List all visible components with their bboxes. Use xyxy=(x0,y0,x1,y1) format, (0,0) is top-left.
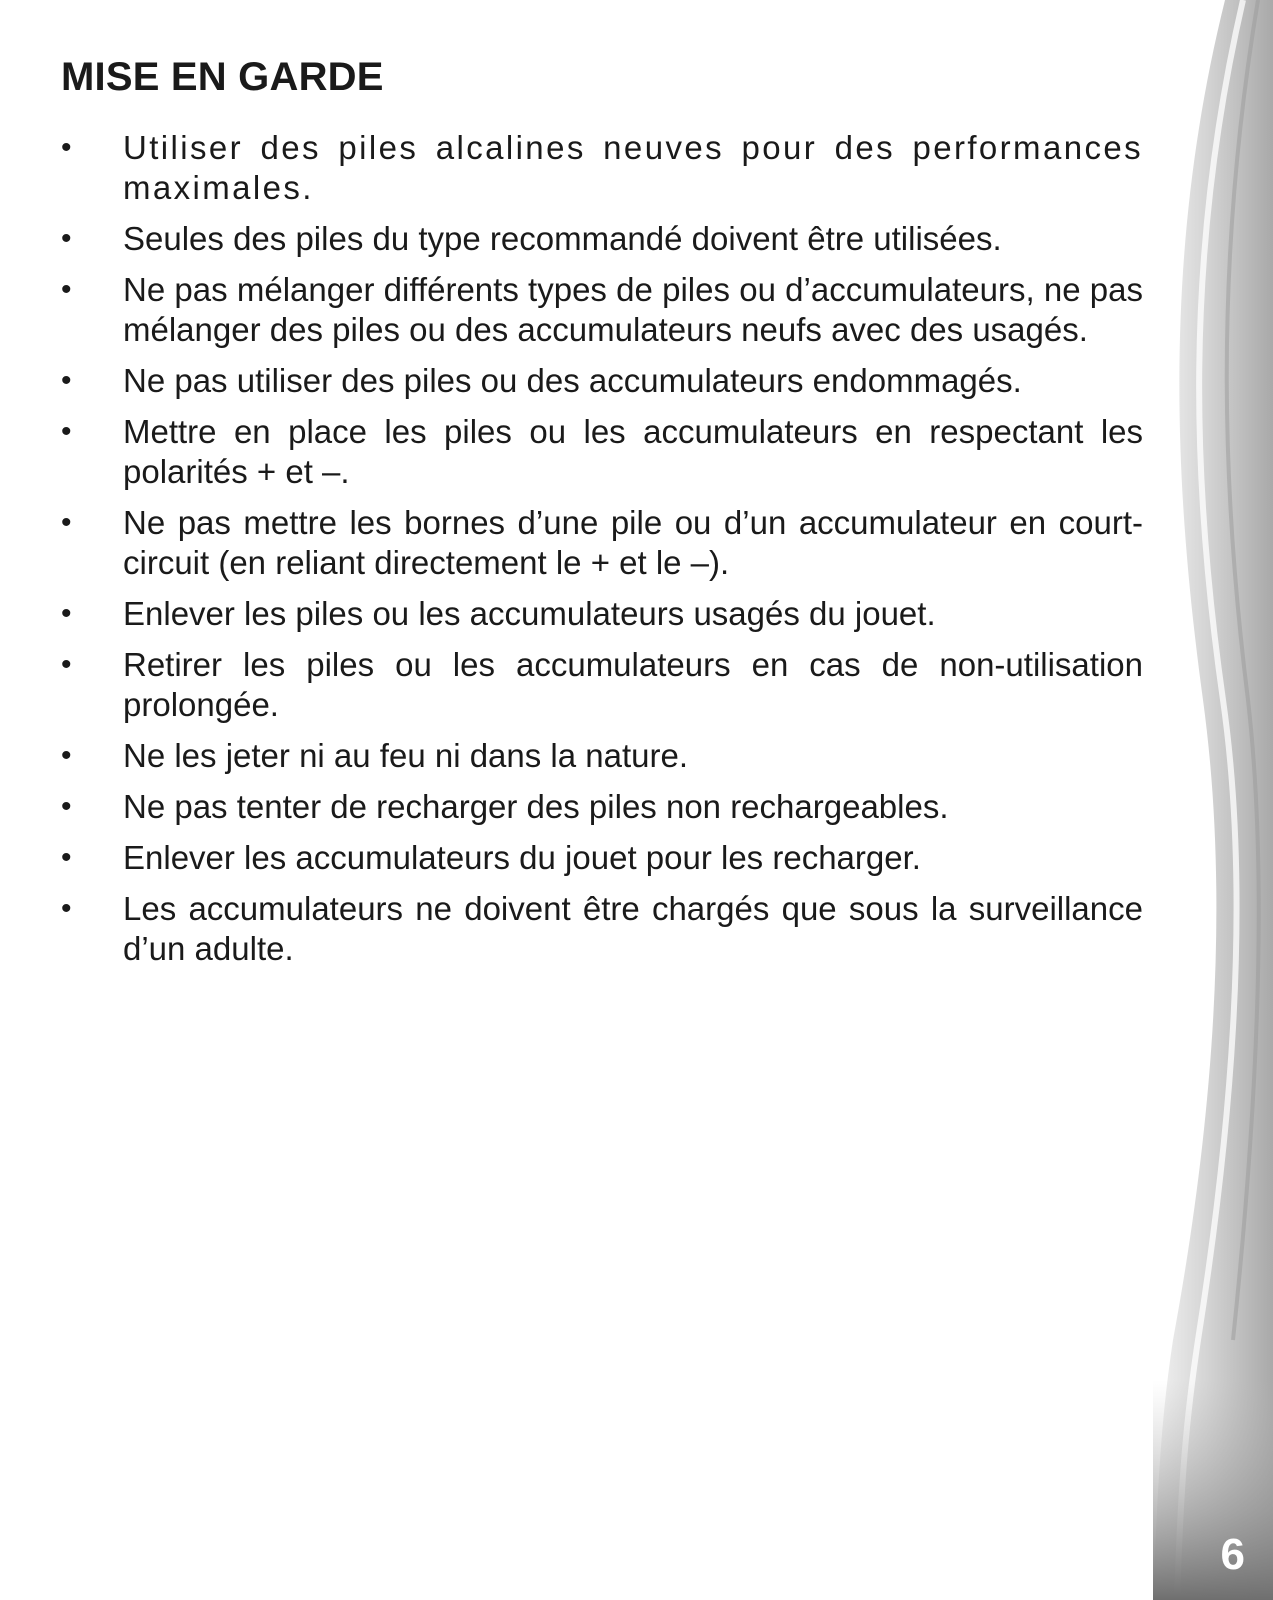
warning-text: Utiliser des piles alcalines neuves pour des performances maximales. xyxy=(123,129,1143,206)
bullet-icon: • xyxy=(61,739,72,772)
list-item xyxy=(61,412,1143,492)
wave-band-graphic xyxy=(1153,0,1273,1600)
page-number: 6 xyxy=(1220,1530,1245,1579)
warning-text: Ne pas tenter de recharger des piles non rechargeables. xyxy=(123,788,949,825)
bullet-icon: • xyxy=(61,273,72,306)
list-item xyxy=(61,361,1143,401)
bullet-icon: • xyxy=(61,222,72,255)
warning-text: Mettre en place les piles ou les accumulateurs en respectant les polarités + et –. xyxy=(123,413,1143,490)
decorative-side-band xyxy=(1153,0,1273,1600)
bullet-icon: • xyxy=(61,648,72,681)
bullet-icon: • xyxy=(61,841,72,874)
warning-text: Retirer les piles ou les accumulateurs en cas de non-utilisation prolongée. xyxy=(123,646,1143,723)
bullet-icon: • xyxy=(61,790,72,823)
list-item xyxy=(61,736,1143,776)
warning-text: Les accumulateurs ne doivent être chargés que sous la surveillance d’un adulte. xyxy=(123,890,1143,967)
bullet-icon: • xyxy=(61,131,72,164)
bullet-icon: • xyxy=(61,364,72,397)
list-item xyxy=(61,128,1143,208)
list-item xyxy=(61,270,1143,350)
bullet-icon: • xyxy=(61,415,72,448)
warning-text: Ne les jeter ni au feu ni dans la nature. xyxy=(123,737,689,774)
bullet-icon: • xyxy=(61,597,72,630)
warning-text: Enlever les accumulateurs du jouet pour les recharger. xyxy=(123,839,921,876)
warning-text: Seules des piles du type recommandé doivent être utilisées. xyxy=(123,220,1002,257)
warning-text: Ne pas utiliser des piles ou des accumulateurs endommagés. xyxy=(123,362,1022,399)
bullet-icon: • xyxy=(61,892,72,925)
list-item xyxy=(61,838,1143,878)
warning-text: Enlever les piles ou les accumulateurs usagés du jouet. xyxy=(123,595,936,632)
warning-list xyxy=(61,128,1143,980)
list-item xyxy=(61,787,1143,827)
list-item xyxy=(61,594,1143,634)
list-item xyxy=(61,219,1143,259)
list-item xyxy=(61,889,1143,969)
warning-text: Ne pas mélanger différents types de piles ou d’accumulateurs, ne pas mélanger des piles ou des accumulateurs neufs avec des usagés. xyxy=(123,271,1143,348)
bullet-icon: • xyxy=(61,506,72,539)
warning-text: Ne pas mettre les bornes d’une pile ou d’un accumulateur en court-circuit (en reliant directement le + et le –). xyxy=(123,504,1143,581)
list-item xyxy=(61,645,1143,725)
page-title: MISE EN GARDE xyxy=(61,55,384,99)
list-item xyxy=(61,503,1143,583)
